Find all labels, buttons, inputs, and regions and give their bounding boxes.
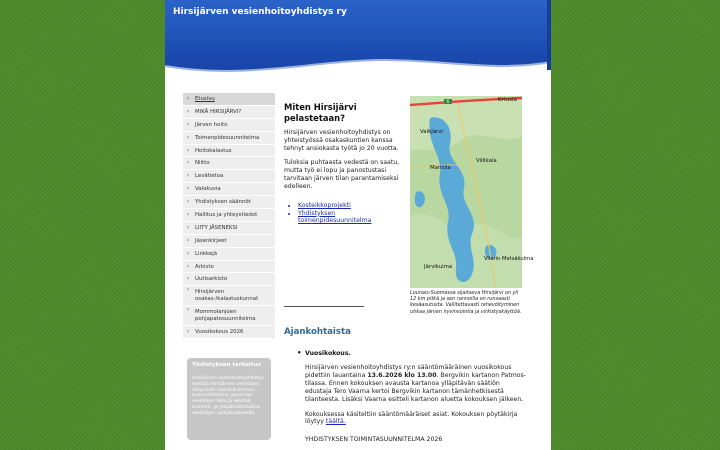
road-badge-label: 6	[446, 99, 450, 104]
main-heading: Miten Hirsijärvi pelastetaan?	[284, 102, 357, 123]
site-title[interactable]: Hirsijärven vesienhoitoyhdistys ry	[173, 7, 347, 17]
sidebar-item-linkkeja[interactable]: › Linkkejä	[183, 248, 275, 261]
project-links	[284, 202, 408, 225]
map-label-kriusia: Kriusia	[498, 97, 517, 103]
sidebar-item-valokuvia[interactable]: › Valokuvia	[183, 183, 275, 196]
sidebar-item-vuosikokous-2026[interactable]: › Vuosikokous 2026	[183, 326, 275, 339]
news-section-title: Ajankohtaista	[284, 327, 351, 337]
link-kosteikkoprojekti[interactable]: • Kosteikkoprojekti	[298, 202, 408, 210]
lake-map-figure	[410, 96, 534, 315]
sidebar-item-hallitus[interactable]: › Hallitus ja yhteystiedot	[183, 209, 275, 222]
sidebar-item-jarven-hoito[interactable]: › Järven hoito	[183, 119, 275, 132]
sidebar-item-liity-jaseneksi[interactable]: › LIITY JÄSENEKSI	[183, 222, 275, 235]
news-paragraph-2	[297, 411, 527, 427]
sidebar-item-uutisarkisto[interactable]: › Uutisarkisto	[183, 273, 275, 286]
sidebar-item-mika-hirsijarvi[interactable]: › MIKÄ HIRSIJÄRVI?	[183, 106, 275, 119]
site-header	[165, 0, 551, 86]
map-label-villikala: Villikala	[476, 158, 497, 164]
news-p1-date: 13.6.2026 klo 13.00	[367, 371, 437, 379]
sidebar-nav	[183, 93, 275, 339]
sidebar-item-osakaskunnat[interactable]: › Hirsijärven osakas-/kalastuskunnat	[183, 286, 275, 306]
sidebar-item-arkisto[interactable]: › Arkisto	[183, 261, 275, 274]
purpose-box-text: Hirsijärven vesienhoitoyhdistys edistää Hirsijärven vesistöjen säilymistä mahdollisimman luonnontilaisina, parantaa vesistöjen tilaa ja edistää luonnon- ja ympäristönhoitoa vesistöjen vaikutusalueella.	[192, 376, 264, 416]
news-p2-text: Kokouksessa käsiteltiin sääntömääräiset asiat. Kokouksen pöytäkirja löytyy	[305, 410, 518, 426]
map-label-vilarin: Vilarin Metsäkulma	[484, 256, 534, 262]
news-next-heading: YHDISTYKSEN TOIMINTASUUNNITELMA 2026	[305, 436, 443, 444]
intro-paragraph-1: Hirsijärven vesienhoitoyhdistys on yhteistyössä osakaskuntien kanssa tehnyt ansiokasta työtä jo 20 vuotta.	[284, 129, 399, 152]
sidebar-item-jasenkirjeet[interactable]: › Jäsenkirjeet	[183, 235, 275, 248]
sidebar-item-etusivu[interactable]: › Etusivu	[183, 93, 275, 106]
news-item	[297, 350, 527, 444]
sidebar-item-levatietoa[interactable]: › Levätietoa	[183, 170, 275, 183]
lake-map	[410, 96, 534, 288]
map-label-valkjarvi: Valkjärvi	[420, 129, 443, 135]
news-paragraph-1	[297, 364, 527, 404]
page-container	[165, 0, 551, 450]
sidebar-item-niitto[interactable]: › Niitto	[183, 157, 275, 170]
intro-paragraph-2: Tuloksia puhtaasta vedestä on saatu, mutta työ ei lopu ja panostustasi tarvitaan järven tilan parantamiseksi edelleen.	[284, 159, 400, 190]
map-label-marttila: Marttila	[430, 165, 451, 171]
map-caption: Lounais-Suomessa sijaitseva Hirsijärvi on yli 12 km pitkä ja sen rannoilla on runsaasti kesäasutusta. Vallitettavasti rehevöityminen uhkaa järven hyvinvointia ja virkistyskäyttöä.	[410, 290, 522, 315]
sidebar-item-saannot[interactable]: › Yhdistyksen säännöt	[183, 196, 275, 209]
divider	[284, 306, 364, 307]
sidebar-item-hoitokalastus[interactable]: › Hoitokalastus	[183, 145, 275, 158]
purpose-box	[187, 358, 271, 440]
sidebar-item-pohjapatosuunnitelma[interactable]: › Mommolanjoen pohjapatosuunnitelma	[183, 306, 275, 326]
news-item-title: • Vuosikokous.	[297, 350, 527, 357]
sidebar-item-toimenpidesuunnitelma[interactable]: › Toimenpidesuunnitelma	[183, 132, 275, 145]
purpose-box-title: Yhdistyksen tarkoitus	[192, 362, 261, 368]
map-label-jarvikuima: Järvikuima	[424, 264, 453, 270]
link-toimenpidesuunnitelma[interactable]: • Yhdistyksen toimenpidesuunnitelma	[298, 210, 408, 225]
news-p1-text-b: . Bergvikin kartanon Patmos-tilassa. Ennen kokouksen avausta kartanoa ylläpitävän säätiön edustaja Tero Vaarna kertoi Bergvikin kartanon tämänhetkisestä tilanteesta. Lisäksi Vaarna esitteli kartanon aluetta kokouksen jälkeen.	[305, 371, 527, 403]
news-p1-text-a: Hirsijärven vesienhoitoyhdistys ry:n sääntömääräinen vuosikokous pidettiin lauantaina	[305, 364, 512, 379]
main-content	[284, 102, 408, 225]
minutes-link[interactable]: täältä.	[325, 418, 346, 426]
